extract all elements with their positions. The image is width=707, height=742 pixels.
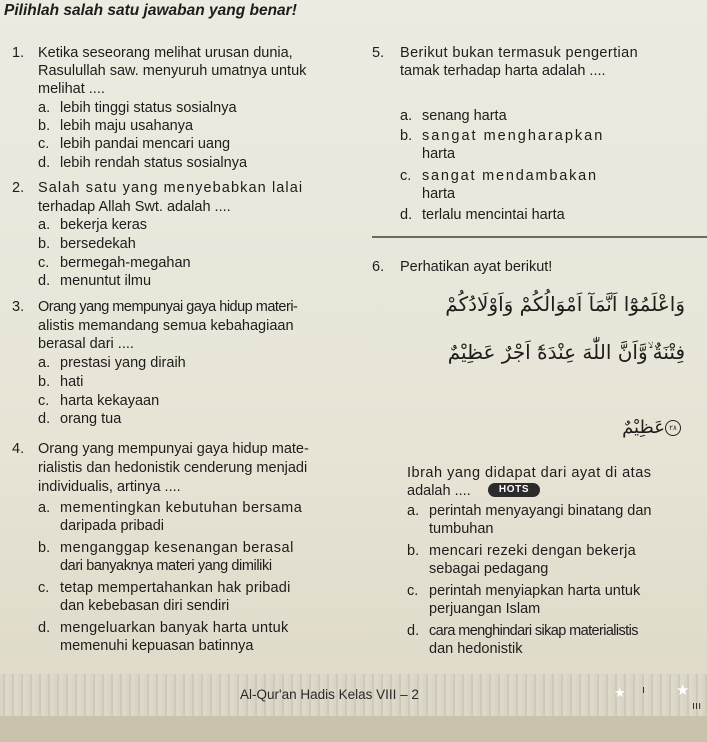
q2-line-1: Salah satu yang menyebabkan lalai	[38, 180, 304, 196]
q1-line-2: Rasulullah saw. menyuruh umatnya untuk	[38, 63, 307, 79]
q5-line-2: tamak terhadap harta adalah ....	[400, 63, 606, 79]
q2-option-c[interactable]: c. bermegah-megahan	[38, 255, 191, 271]
q4-option-b[interactable]: b. menganggap kesenangan berasal	[38, 540, 294, 556]
q6-option-a[interactable]: a. perintah menyayangi binatang dan	[407, 503, 652, 519]
q3-option-c[interactable]: c. harta kekayaan	[38, 393, 160, 409]
footer-book-title: Al-Qur'an Hadis Kelas VIII – 2	[240, 687, 419, 702]
q6-option-c[interactable]: c. perintah menyiapkan harta untuk	[407, 583, 641, 599]
q5-option-c-cont: harta	[422, 186, 456, 202]
q5-option-a[interactable]: a. senang harta	[400, 108, 507, 124]
scribble-decoration-icon: ı	[642, 684, 646, 696]
q4-line-2: rialistis dan hedonistik cenderung menjadi	[38, 460, 308, 476]
q2-line-2: terhadap Allah Swt. adalah ....	[38, 199, 231, 215]
q1-option-d[interactable]: d. lebih rendah status sosialnya	[38, 155, 248, 171]
q1-option-c[interactable]: c. lebih pandai mencari uang	[38, 136, 231, 152]
star-decoration-icon: ★	[614, 685, 626, 700]
q3-option-d[interactable]: d. orang tua	[38, 411, 122, 427]
q4-option-c-cont: dan kebebasan diri sendiri	[60, 598, 230, 614]
q4-option-a[interactable]: a. mementingkan kebutuhan bersama	[38, 500, 303, 516]
q6-arabic-line-1: وَاعْلَمُوْٓا اَنَّمَآ اَمْوَالُكُمْ وَاَوْلَادُكُمْ	[445, 292, 685, 316]
q4-number: 4.	[12, 441, 25, 457]
q2-option-d[interactable]: d. menuntut ilmu	[38, 273, 152, 289]
star-decoration-icon: ★	[676, 682, 690, 699]
q2-number: 2.	[12, 180, 25, 196]
ayat-number-badge: ٢٨	[665, 420, 681, 436]
q5-line-1: Berikut bukan termasuk pengertian	[400, 45, 639, 61]
q2-option-a[interactable]: a. bekerja keras	[38, 217, 148, 233]
q3-line-2: alistis memandang semua kebahagiaan	[38, 318, 294, 334]
q5-option-b-cont: harta	[422, 146, 456, 162]
q4-option-b-cont: dari banyaknya materi yang dimiliki	[60, 558, 272, 574]
q6-option-d-cont: dan hedonistik	[429, 641, 523, 657]
q5-number: 5.	[372, 45, 385, 61]
q5-option-d[interactable]: d. terlalu mencintai harta	[400, 207, 565, 223]
q6-intro: Perhatikan ayat berikut!	[400, 259, 553, 275]
q6-arabic-line-3: ٢٨عَظِيْمٌ	[622, 417, 685, 438]
q6-line-1: Ibrah yang didapat dari ayat di atas	[407, 465, 652, 481]
q1-line-3: melihat ....	[38, 81, 105, 97]
q4-option-d-cont: memenuhi kepuasan batinnya	[60, 638, 254, 654]
q6-option-a-cont: tumbuhan	[429, 521, 494, 537]
q5-option-b[interactable]: b. sangat mengharapkan	[400, 128, 605, 144]
q4-line-1: Orang yang mempunyai gaya hidup mate-	[38, 441, 309, 457]
q4-line-3: individualis, artinya ....	[38, 479, 181, 495]
q3-line-3: berasal dari ....	[38, 336, 134, 352]
section-divider	[372, 236, 707, 238]
q5-option-c[interactable]: c. sangat mendambakan	[400, 168, 598, 184]
q4-option-c[interactable]: c. tetap mempertahankan hak pribadi	[38, 580, 291, 596]
q6-option-b-cont: sebagai pedagang	[429, 561, 549, 577]
footer-edge	[0, 716, 707, 742]
hots-badge: HOTS	[488, 483, 540, 497]
q3-option-b[interactable]: b. hati	[38, 374, 84, 390]
q6-number: 6.	[372, 259, 385, 275]
q1-number: 1.	[12, 45, 25, 61]
q6-option-d[interactable]: d. cara menghindari sikap materialistis	[407, 623, 638, 639]
q3-number: 3.	[12, 299, 25, 315]
q6-option-b[interactable]: b. mencari rezeki dengan bekerja	[407, 543, 636, 559]
q1-line-1: Ketika seseorang melihat urusan dunia,	[38, 45, 293, 61]
q4-option-d[interactable]: d. mengeluarkan banyak harta untuk	[38, 620, 289, 636]
q6-line-2: adalah ....	[407, 483, 471, 499]
q2-option-b[interactable]: b. bersedekah	[38, 236, 136, 252]
q4-option-a-cont: daripada pribadi	[60, 518, 164, 534]
q1-option-b[interactable]: b. lebih maju usahanya	[38, 118, 194, 134]
scribble-decoration-icon: ııı	[692, 700, 702, 712]
q1-option-a[interactable]: a. lebih tinggi status sosialnya	[38, 100, 237, 116]
q6-option-c-cont: perjuangan Islam	[429, 601, 541, 617]
q3-line-1: Orang yang mempunyai gaya hidup materi-	[38, 299, 298, 315]
q3-option-a[interactable]: a. prestasi yang diraih	[38, 355, 186, 371]
instruction-title: Pilihlah salah satu jawaban yang benar!	[4, 2, 297, 19]
q6-arabic-line-2: فِتْنَةٌ ۙوَّاَنَّ اللّٰهَ عِنْدَهٗٓ اَجْرٌ عَظِيْمٌ	[447, 340, 685, 364]
